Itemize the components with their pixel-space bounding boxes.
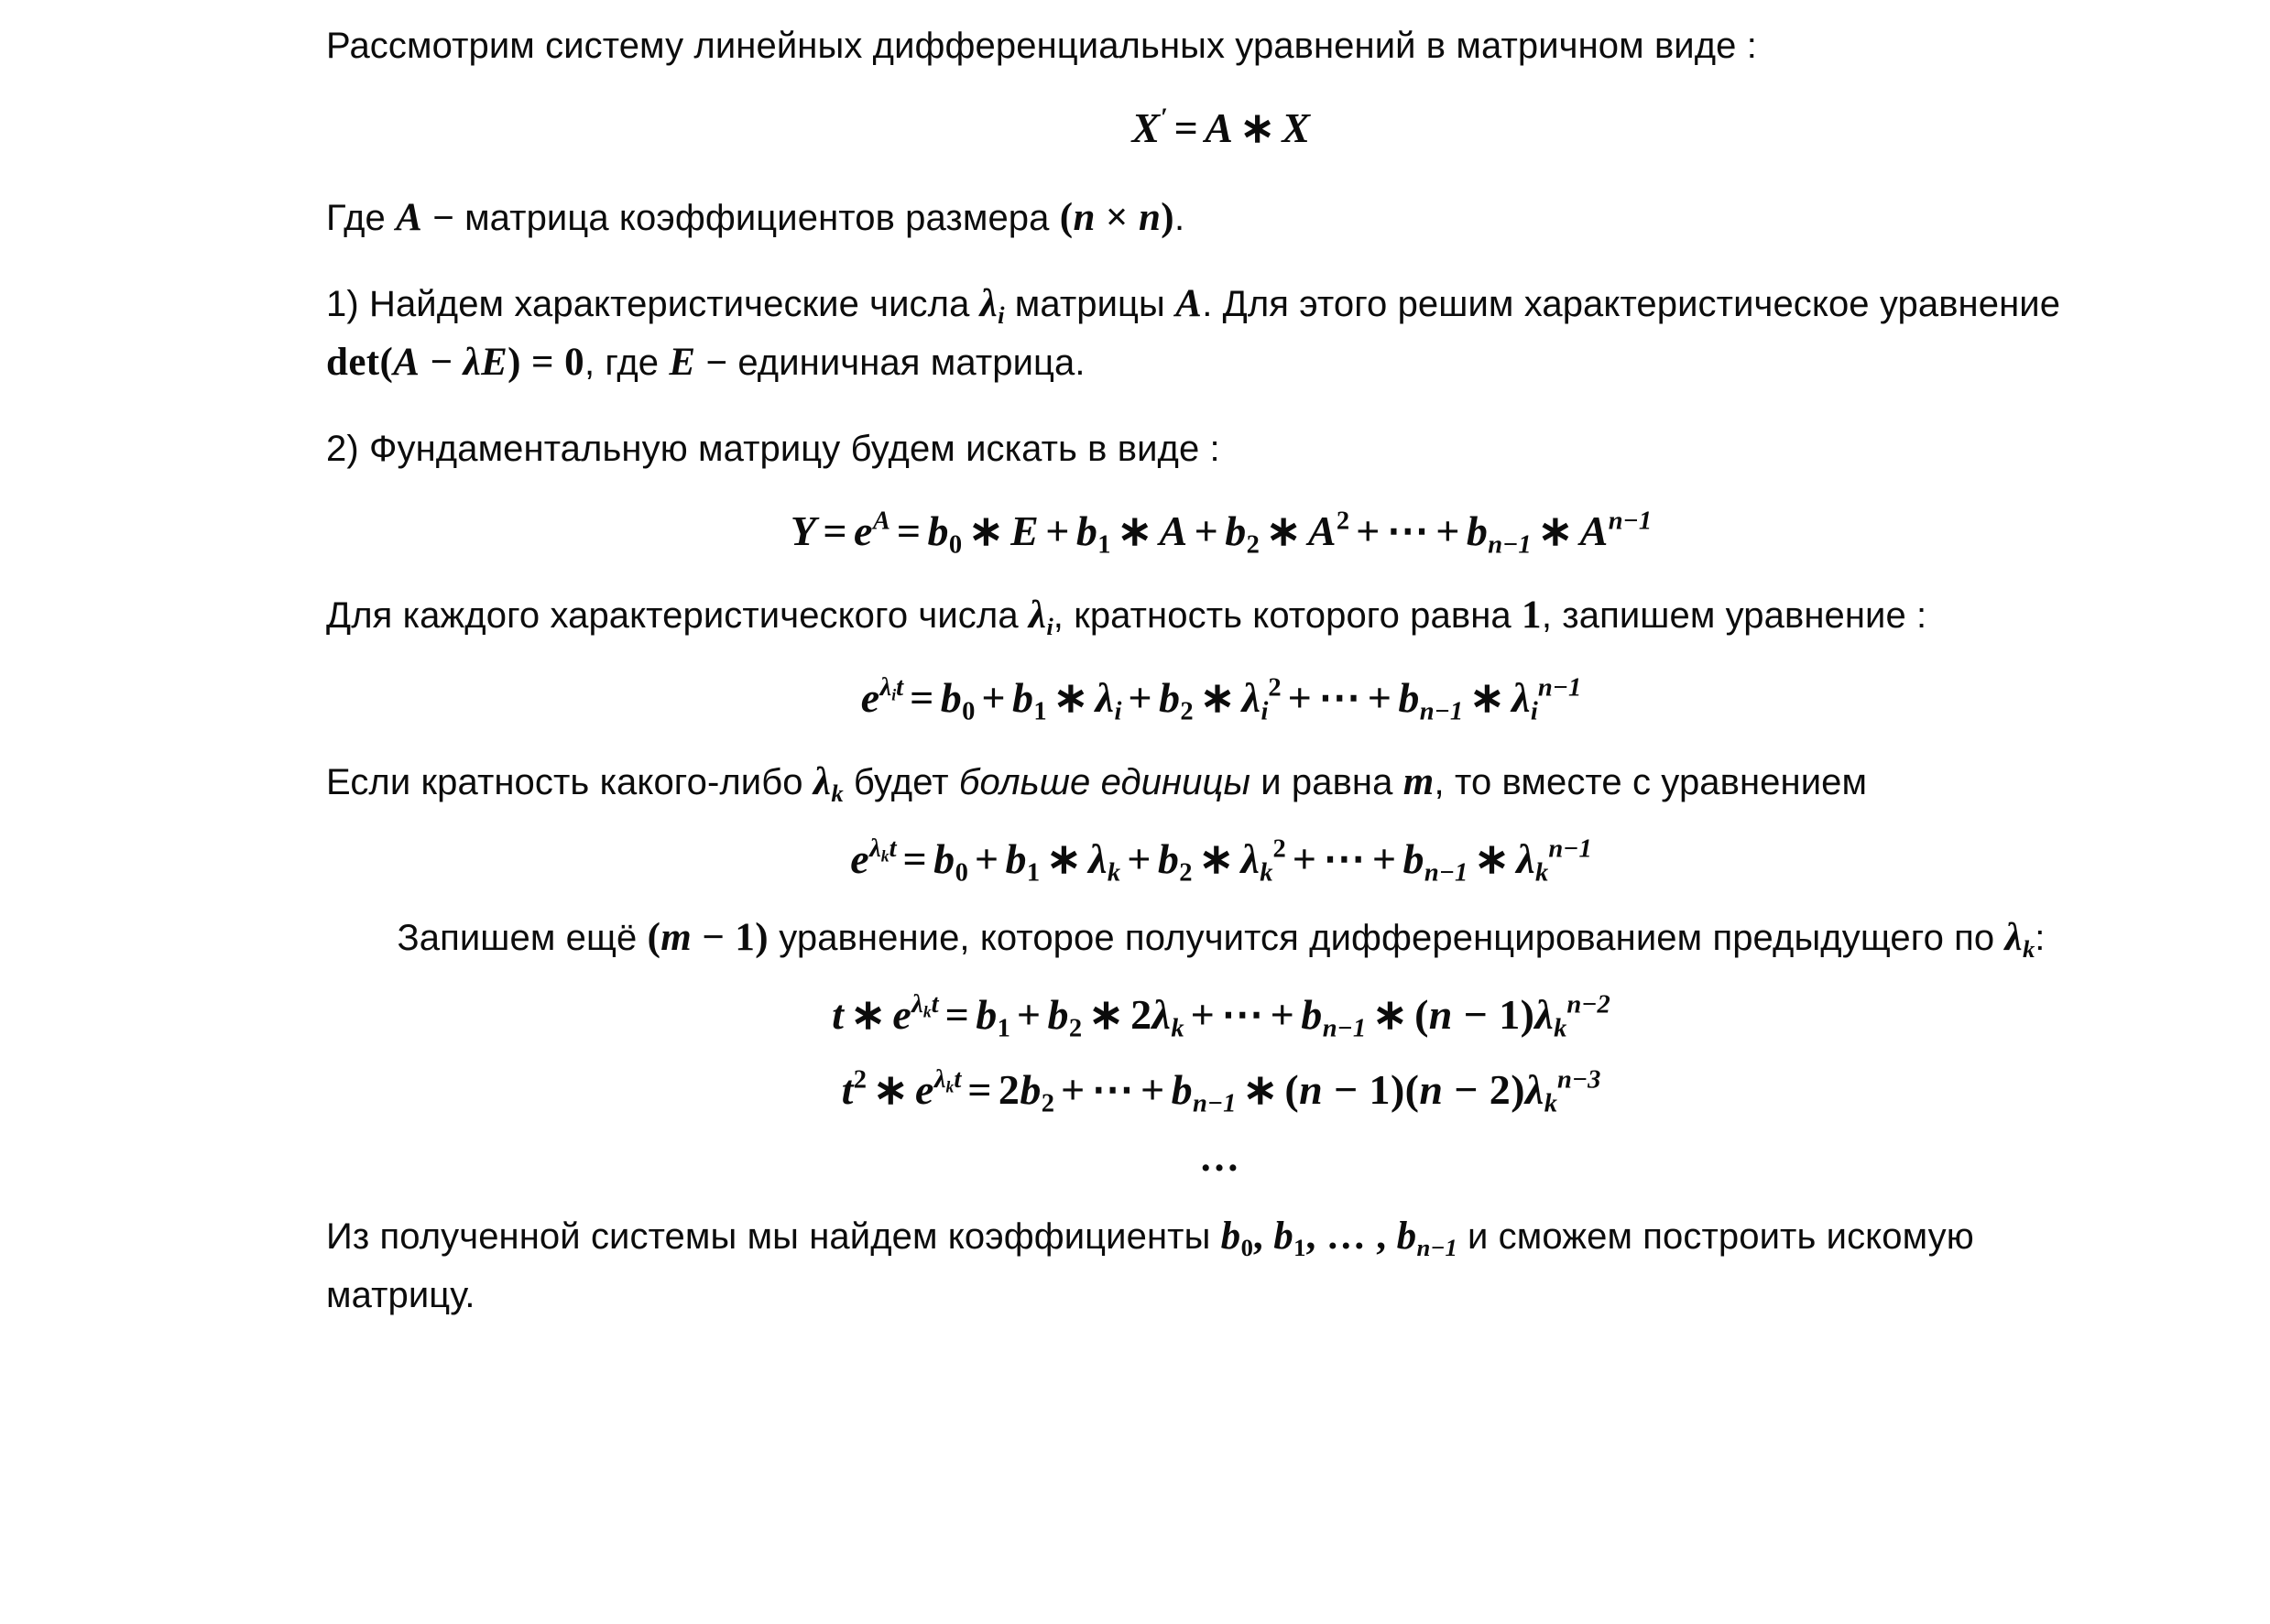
li-b0: b (940, 674, 963, 721)
superscript-2: 2 (1336, 507, 1350, 536)
lk-star-3: ∗ (1474, 835, 1511, 882)
d1-cdots: ⋯ (1221, 991, 1264, 1038)
equation-lambda-k (326, 834, 2116, 888)
lk-lambda-3-sub: k (1535, 858, 1549, 888)
d2-plus-1: + (1060, 1066, 1086, 1113)
matrix-a-2: A (1307, 507, 1337, 554)
intro-text: Рассмотрим систему линейных дифференциальных уравнений в матричном виде : (326, 26, 1757, 66)
wm-minus: − (692, 916, 736, 959)
where-prefix: Где (326, 198, 397, 238)
li-plus-4: + (1367, 674, 1392, 721)
concl-seg2: и сможем построить искомую матрицу. (326, 1216, 1974, 1315)
li-lambda-1: λ (1095, 674, 1115, 721)
star-3: ∗ (1265, 507, 1302, 554)
d1-exp-lambda: λ (911, 990, 923, 1019)
lk-b0: b (933, 835, 955, 882)
li-plus-2: + (1128, 674, 1153, 721)
paragraph-write-more (326, 909, 2116, 967)
d1-lambda-2-sub: k (1554, 1014, 1567, 1043)
times-operator: ∗ (1239, 104, 1276, 151)
euler-e: e (854, 507, 873, 554)
concl-bn: b (1396, 1215, 1417, 1258)
lk-plus-2: + (1127, 835, 1151, 882)
lk-sub-n-1: n−1 (1424, 858, 1468, 888)
d2-lambda-sub: k (1544, 1089, 1557, 1118)
lk-cdots: ⋯ (1323, 835, 1366, 882)
det-equals: = (520, 341, 565, 384)
d1-lambda-1-sub: k (1171, 1014, 1184, 1043)
li-star-2: ∗ (1199, 674, 1236, 721)
concl-b1: b (1273, 1215, 1294, 1258)
lambda-k-inline-2 (2004, 916, 2035, 963)
step1-seg5: единичная матрица. (737, 343, 1086, 383)
subscript-i: i (998, 300, 1005, 329)
lk-b2: b (1157, 835, 1180, 882)
exp-t-k: t (889, 834, 897, 864)
d2-n-2: n (1419, 1066, 1444, 1113)
lambda-symbol-2: λ (1028, 594, 1047, 637)
det-expression (326, 341, 584, 384)
d1-b1: b (976, 991, 998, 1038)
superscript-a: A (872, 507, 890, 536)
plus-4: + (1435, 507, 1460, 554)
wm-one: 1 (735, 916, 756, 959)
d2-t: t (841, 1066, 854, 1113)
d2-bn: b (1171, 1066, 1194, 1113)
var-y: Y (790, 507, 817, 554)
multm-seg4: , то вместе с уравнением (1434, 762, 1868, 802)
d1-star-1: ∗ (1088, 991, 1125, 1038)
paragraph-step-2 (326, 420, 2116, 478)
d2-n-1: n (1299, 1066, 1324, 1113)
coef-b2: b (1225, 507, 1247, 554)
paragraph-step-1 (326, 275, 2116, 392)
equation-fundamental-matrix (326, 506, 2116, 560)
emphasis-greater-than-one: больше единицы (958, 762, 1251, 802)
d1-plus-3: + (1270, 991, 1295, 1038)
exp-sub-i: i (891, 685, 897, 704)
star-4: ∗ (1537, 507, 1574, 554)
wm-sub-k: k (2022, 934, 2035, 963)
concl-b0: b (1220, 1215, 1241, 1258)
prime-mark: ′ (1160, 104, 1168, 133)
det-var-e: E (481, 341, 508, 384)
exp-t: t (896, 673, 904, 703)
subscript-n-minus-1: n−1 (1488, 530, 1532, 560)
open-paren: ( (1059, 196, 1074, 239)
d2-minus-2: − (1443, 1066, 1490, 1113)
lk-lambda-2: λ (1240, 835, 1261, 882)
d2-cdots: ⋯ (1091, 1066, 1135, 1113)
lk-star-1: ∗ (1046, 835, 1083, 882)
det-var-a: A (393, 341, 420, 384)
ellipsis-text: … (1199, 1135, 1243, 1180)
d1-open-paren: ( (1414, 991, 1429, 1038)
step1-seg2: матрицы (1004, 284, 1176, 324)
equals-sign: = (1173, 104, 1199, 151)
li-bn: b (1398, 674, 1420, 721)
d2-equals: = (967, 1066, 992, 1113)
var-x-prime: X (1131, 104, 1161, 151)
where-middle: матрица коэффициентов размера (464, 198, 1060, 238)
d1-two: 2 (1130, 991, 1152, 1038)
concl-sub-n-1: n−1 (1416, 1233, 1457, 1261)
d1-equals: = (944, 991, 970, 1038)
equation-lambda-i (326, 672, 2116, 726)
step1-seg3: . Для этого решим характеристическое уравнение (1202, 284, 2061, 324)
matrix-a-1: A (1159, 507, 1188, 554)
subscript-1: 1 (1097, 530, 1111, 560)
where-period: . (1174, 198, 1185, 238)
concl-sub-0: 0 (1240, 1233, 1253, 1261)
ellipsis-continuation (326, 1135, 2116, 1180)
wm-seg1: Запишем ещё (397, 918, 648, 958)
li-b1: b (1012, 674, 1034, 721)
concl-comma-1: , (1252, 1215, 1274, 1258)
plus-1: + (1045, 507, 1070, 554)
equation-matrix-form-content (1132, 104, 1311, 151)
det-minus: − (420, 341, 464, 384)
d1-star-2: ∗ (1372, 991, 1409, 1038)
lk-sub-1: 1 (1026, 858, 1041, 888)
d1-exp-t: t (931, 990, 939, 1019)
var-a-inline-2: A (1175, 282, 1203, 325)
wm-lambda: λ (2004, 916, 2023, 959)
d1-exponent (911, 990, 938, 1019)
mult1-seg2: , кратность которого равна (1053, 595, 1522, 636)
euler-e-k: e (850, 835, 870, 882)
equation-lambda-k-content (850, 834, 1592, 888)
var-a-inline: A (396, 196, 423, 239)
var-a: A (1205, 104, 1234, 151)
subscript-k: k (831, 779, 844, 807)
det-open-paren: ( (379, 341, 394, 384)
d2-b2: b (1020, 1066, 1042, 1113)
d2-e: e (915, 1066, 934, 1113)
d2-lambda: λ (1524, 1066, 1544, 1113)
d1-one: 1 (1499, 991, 1521, 1038)
li-star-1: ∗ (1053, 674, 1089, 721)
subscript-2: 2 (1246, 530, 1260, 560)
exponent-lambda-i-t (880, 673, 904, 702)
exp-sub-k: k (880, 846, 889, 866)
lambda-symbol: λ (979, 282, 999, 325)
equation-matrix-form (326, 103, 2116, 152)
li-plus-3: + (1287, 674, 1313, 721)
d1-bn: b (1301, 991, 1323, 1038)
paragraph-conclusion (326, 1207, 2116, 1324)
where-dash: − (422, 198, 465, 238)
equals-2: = (896, 507, 922, 554)
cross-operator: × (1095, 196, 1139, 239)
lk-b1: b (1005, 835, 1027, 882)
d2-star-1: ∗ (1242, 1066, 1279, 1113)
d2-close-paren-1: ) (1390, 1066, 1405, 1113)
step1-seg1: 1) Найдем характеристические числа (326, 284, 980, 324)
multm-seg3: и равна (1250, 762, 1403, 802)
d2-star-0: ∗ (873, 1066, 909, 1113)
lk-lambda-2-sup: 2 (1272, 834, 1286, 864)
li-lambda-2: λ (1241, 674, 1261, 721)
equation-derivative-1-content (832, 990, 1610, 1043)
equation-derivative-2-content (841, 1065, 1601, 1118)
d1-e: e (892, 991, 912, 1038)
li-sub-2: 2 (1180, 697, 1194, 726)
d2-sub-n-1: n−1 (1193, 1089, 1237, 1118)
d2-two: 2 (998, 1066, 1020, 1113)
d2-close-paren-2: ) (1511, 1066, 1525, 1113)
coef-bn: b (1466, 507, 1489, 554)
d2-one: 1 (1369, 1066, 1391, 1113)
d1-close-paren: ) (1520, 991, 1535, 1038)
equation-derivative-2 (326, 1064, 2116, 1118)
d2-lambda-sup: n−3 (1557, 1065, 1601, 1095)
lk-lambda-3: λ (1516, 835, 1536, 882)
d2-plus-2: + (1140, 1066, 1165, 1113)
lk-lambda-1: λ (1088, 835, 1108, 882)
d1-sub-2: 2 (1068, 1014, 1083, 1043)
lambda-i-inline-2 (1028, 594, 1053, 640)
d1-lambda-1: λ (1151, 991, 1172, 1038)
li-cdots: ⋯ (1318, 674, 1361, 721)
equation-derivative-1 (326, 989, 2116, 1043)
d1-b2: b (1047, 991, 1069, 1038)
d2-sub-2: 2 (1041, 1089, 1054, 1118)
paragraph-multiplicity-one (326, 586, 2116, 645)
multm-seg2: будет (843, 762, 959, 802)
det-operator: det (326, 341, 380, 384)
d2-exp-t: t (954, 1065, 962, 1095)
li-lambda-2-sup: 2 (1268, 673, 1282, 703)
mult1-seg3: , запишем уравнение : (1541, 595, 1927, 636)
var-x: X (1282, 104, 1311, 151)
lambda-symbol-k: λ (813, 760, 832, 803)
equals-lambda-k: = (902, 835, 928, 882)
li-plus-1: + (981, 674, 1006, 721)
step1-dash: − (695, 343, 738, 383)
li-lambda-1-sub: i (1114, 697, 1122, 726)
m-minus-one-expression (648, 916, 769, 959)
close-paren: ) (1161, 196, 1175, 239)
lk-sub-0: 0 (955, 858, 968, 888)
var-n-1: n (1073, 196, 1096, 239)
mult1-seg1: Для каждого характеристического числа (326, 595, 1029, 636)
concl-comma-2: , … , (1305, 1215, 1397, 1258)
paragraph-where-a (326, 189, 2116, 247)
li-star-3: ∗ (1469, 674, 1506, 721)
d2-exponent (934, 1065, 961, 1094)
d1-lambda-2-sup: n−2 (1566, 990, 1610, 1019)
star-2: ∗ (1117, 507, 1153, 554)
li-lambda-2-sub: i (1261, 697, 1269, 726)
step2-text: 2) Фундаментальную матрицу будем искать в виде : (326, 429, 1220, 469)
li-sub-n-1: n−1 (1419, 697, 1464, 726)
lk-lambda-3-sup: n−1 (1548, 834, 1592, 864)
det-lambda: λ (463, 341, 482, 384)
wm-colon: : (2035, 918, 2046, 958)
var-n-2: n (1138, 196, 1162, 239)
lk-star-2: ∗ (1198, 835, 1235, 882)
d1-lambda-2: λ (1534, 991, 1555, 1038)
paragraph-intro (326, 16, 2116, 75)
wm-open-paren: ( (647, 916, 661, 959)
exponent-lambda-k-t (869, 834, 897, 866)
li-lambda-3-sup: n−1 (1537, 673, 1582, 703)
d1-minus: − (1452, 991, 1500, 1038)
value-one: 1 (1521, 594, 1542, 637)
li-lambda-3-sub: i (1530, 697, 1538, 726)
var-m-inline: m (1402, 760, 1435, 803)
d1-sub-1: 1 (997, 1014, 1010, 1043)
concl-seg1: Из полученной системы мы найдем коэффициенты (326, 1216, 1221, 1257)
wm-var-m: m (660, 916, 693, 959)
li-sub-1: 1 (1033, 697, 1047, 726)
var-e-inline: E (669, 341, 696, 384)
d2-t-sup: 2 (853, 1065, 868, 1095)
equation-lambda-i-content (860, 673, 1582, 726)
superscript-n-minus-1: n−1 (1608, 507, 1653, 536)
lambda-i-inline (979, 282, 1005, 329)
d2-two-2: 2 (1489, 1066, 1512, 1113)
det-close-paren: ) (507, 341, 521, 384)
subscript-i-2: i (1046, 612, 1053, 640)
li-b2: b (1159, 674, 1181, 721)
cdots: ⋯ (1386, 507, 1430, 554)
equation-fundamental-content (790, 507, 1653, 560)
subscript-0: 0 (948, 530, 963, 560)
coef-b1: b (1075, 507, 1098, 554)
lk-bn: b (1402, 835, 1424, 882)
li-sub-0: 0 (962, 697, 976, 726)
d2-minus-1: − (1323, 1066, 1370, 1113)
exp-lambda-k: λ (869, 834, 881, 864)
wm-close-paren: ) (755, 916, 769, 959)
star-1: ∗ (968, 507, 1005, 554)
equals-lambda-i: = (910, 674, 934, 721)
concl-sub-1: 1 (1293, 1233, 1306, 1261)
matrix-a-3: A (1579, 507, 1609, 554)
lk-plus-1: + (974, 835, 999, 882)
paragraph-multiplicity-m (326, 753, 2116, 812)
equals-1: = (823, 507, 848, 554)
d1-plus-1: + (1016, 991, 1042, 1038)
d1-sub-n-1: n−1 (1322, 1014, 1367, 1043)
d1-t: t (832, 991, 845, 1038)
det-zero: 0 (564, 341, 584, 384)
plus-3: + (1356, 507, 1381, 554)
d1-star-0: ∗ (850, 991, 887, 1038)
li-lambda-3: λ (1512, 674, 1531, 721)
exp-lambda: λ (879, 673, 892, 703)
d1-exp-sub-k: k (922, 1002, 932, 1021)
d2-open-paren-2: ( (1404, 1066, 1420, 1113)
lk-sub-2: 2 (1179, 858, 1193, 888)
d1-plus-2: + (1190, 991, 1216, 1038)
lambda-k-inline (813, 760, 844, 807)
matrix-e: E (1010, 507, 1040, 554)
wm-seg2: уравнение, которое получится дифференцированием предыдущего по (769, 918, 2005, 958)
coefficient-list (1220, 1215, 1457, 1261)
step1-seg4: , где (584, 343, 670, 383)
coef-b0: b (927, 507, 949, 554)
multm-seg1: Если кратность какого-либо (326, 762, 813, 802)
lk-lambda-2-sub: k (1260, 858, 1273, 888)
lk-plus-3: + (1292, 835, 1317, 882)
lk-lambda-1-sub: k (1107, 858, 1121, 888)
d2-open-paren-1: ( (1284, 1066, 1300, 1113)
d2-exp-sub-k: k (945, 1077, 955, 1096)
lk-plus-4: + (1371, 835, 1397, 882)
euler-e-i: e (860, 674, 880, 721)
plus-2: + (1194, 507, 1219, 554)
d1-n: n (1428, 991, 1453, 1038)
d2-exp-lambda: λ (933, 1065, 946, 1095)
